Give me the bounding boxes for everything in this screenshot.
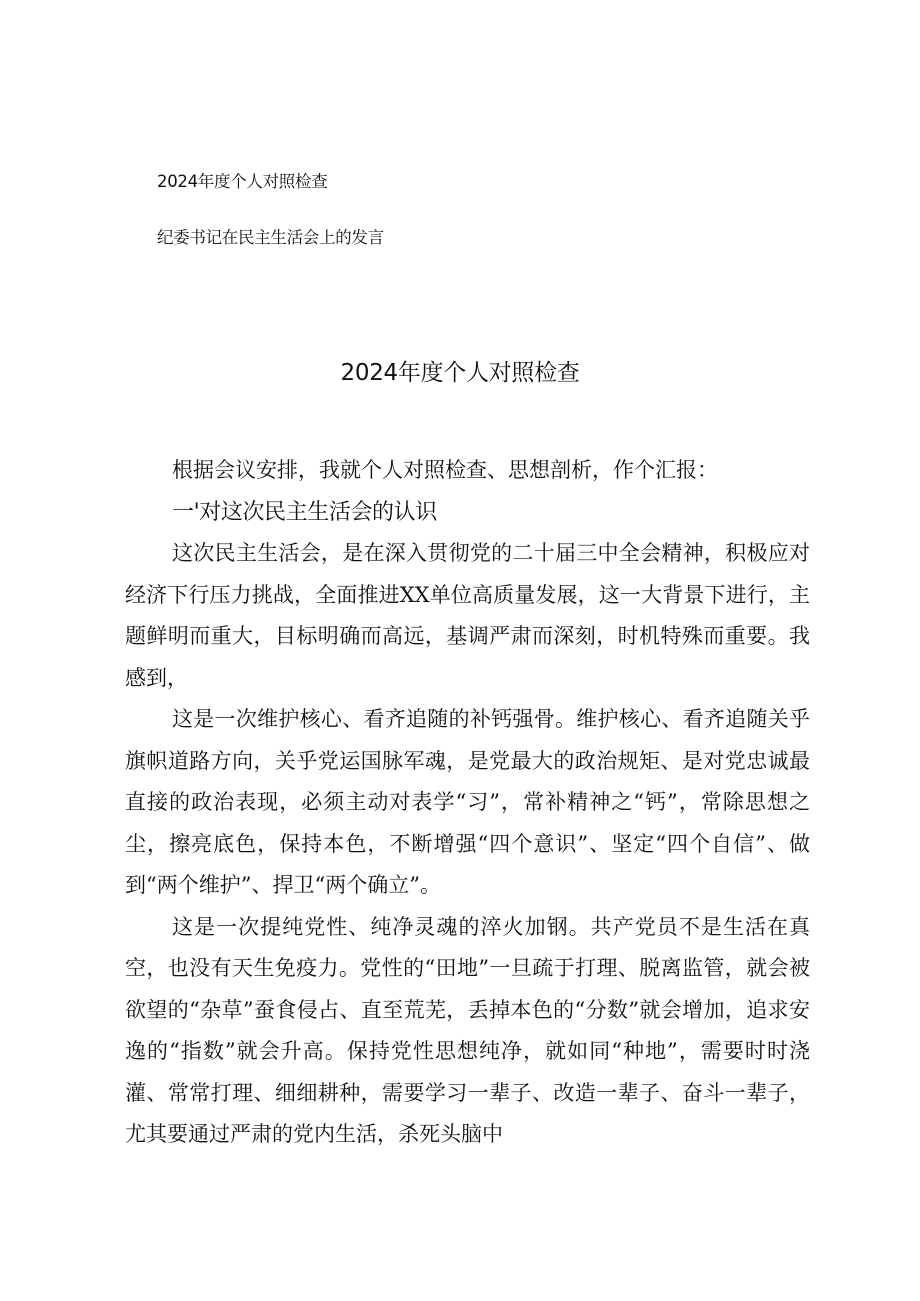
document-title: 2024年度个人对照检查 [340, 360, 580, 386]
toc-item-1: 2024年度个人对照检查 [157, 172, 328, 191]
toc-item-2: 纪委书记在民主生活会上的发言 [157, 228, 384, 247]
document-body [125, 450, 810, 1156]
section-heading-1: 一'对这次民主生活会的认识 [172, 499, 437, 525]
table-of-contents [157, 170, 384, 250]
body-paragraph-2: 这是一次维护核心、看齐追随的补钙强骨。维护核心、看齐追随关乎旗帜道路方向，关乎党运国脉军魂，是党最大的政治规矩、是对党忠诚最直接的政治表现，必须主动对表学“习”，常补精神之“钙”，常除思想之尘，擦亮底色，保持本色，不断增强“四个意识”、坚定“四个自信”、做到“两个维护”、捍卫“两个确立”。 [125, 707, 810, 897]
body-paragraph-1: 这次民主生活会，是在深入贯彻党的二十届三中全会精神，积极应对经济下行压力挑战，全面推进XX单位高质量发展，这一大背景下进行，主题鲜明而重大，目标明确而高远，基调严肃而深刻，时机特殊而重要。我感到， [125, 541, 810, 690]
body-paragraph-3: 这是一次提纯党性、纯净灵魂的淬火加钢。共产党员不是生活在真空，也没有天生免疫力。党性的“田地”一旦疏于打理、脱离监管，就会被欲望的“杂草”蚕食侵占、直至荒芜，丢掉本色的“分数”就会增加，追求安逸的“指数”就会升高。保持党性思想纯净，就如同“种地”，需要时时浇灌、常常打理、细细耕种，需要学习一辈子、改造一辈子、奋斗一辈子，尤其要通过严肃的党内生活，杀死头脑中 [125, 914, 810, 1146]
intro-paragraph: 根据会议安排，我就个人对照检查、思想剖析，作个汇报： [172, 458, 718, 482]
